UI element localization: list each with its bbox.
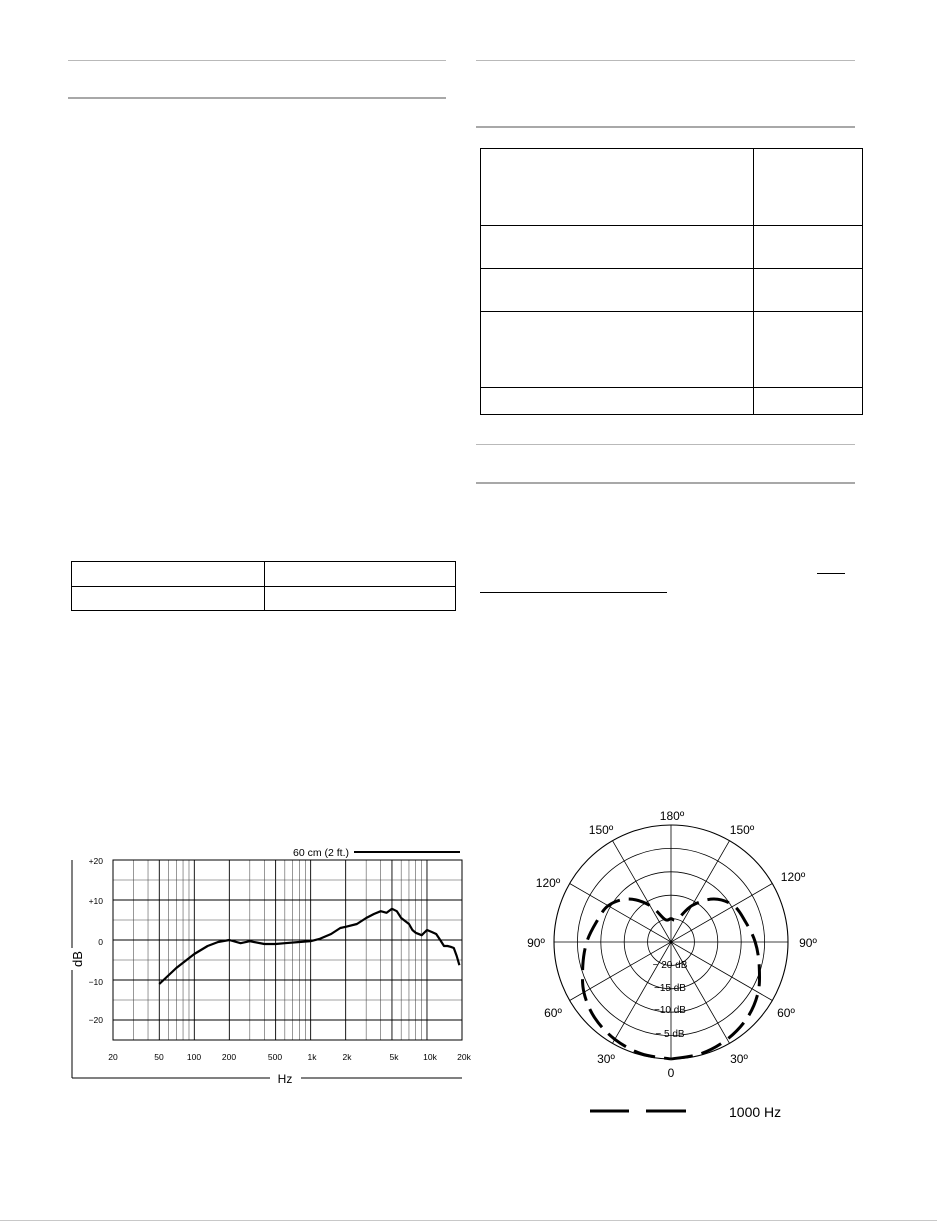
polar-ring-label: − 5 dB bbox=[655, 1029, 685, 1040]
fr-frame bbox=[72, 860, 462, 1078]
fr-xtick: 200 bbox=[221, 1052, 237, 1062]
fr-plot-frame bbox=[113, 860, 462, 1040]
fr-ytick: +20 bbox=[88, 856, 103, 866]
polar-angle-label: 30º bbox=[597, 1052, 615, 1066]
polar-ring-label: −10 dB bbox=[654, 1005, 686, 1016]
page-bottom-rule bbox=[0, 1220, 937, 1221]
fr-xtick: 20 bbox=[108, 1052, 118, 1062]
fr-ytick: −20 bbox=[88, 1015, 103, 1025]
fr-xtick: 100 bbox=[186, 1052, 202, 1062]
fr-xtick: 2k bbox=[342, 1052, 352, 1062]
polar-angle-label: 0 bbox=[667, 1066, 675, 1080]
fr-grid bbox=[113, 860, 462, 1040]
fr-ytick: +10 bbox=[88, 896, 103, 906]
polar-legend-label: 1000 Hz bbox=[729, 1104, 782, 1120]
polar-angle-label: 120º bbox=[780, 870, 806, 884]
fr-ytick: −10 bbox=[88, 977, 103, 987]
fr-xtick: 20k bbox=[457, 1052, 471, 1062]
fr-xtick: 5k bbox=[389, 1052, 399, 1062]
fr-legend-label: 60 cm (2 ft.) bbox=[292, 847, 349, 859]
polar-ring-label: −15 dB bbox=[654, 983, 686, 994]
fr-xtick: 1k bbox=[307, 1052, 317, 1062]
polar-angle-label: 60º bbox=[544, 1006, 562, 1020]
polar-angle-label: 150º bbox=[729, 823, 755, 837]
polar-grid bbox=[554, 825, 788, 1059]
polar-angle-label: 30º bbox=[730, 1052, 748, 1066]
polar-angle-label: 90º bbox=[799, 936, 817, 950]
polar-angle-label: 120º bbox=[535, 876, 561, 890]
fr-xtick: 500 bbox=[267, 1052, 283, 1062]
polar-angle-label: 60º bbox=[777, 1006, 795, 1020]
polar-angle-label: 90º bbox=[527, 936, 545, 950]
fr-xtick: 10k bbox=[423, 1052, 437, 1062]
polar-ring-label: − 20 dB bbox=[652, 960, 688, 971]
polar-angle-label: 150º bbox=[588, 823, 614, 837]
fr-xlabel: Hz bbox=[277, 1072, 293, 1086]
polar-angle-label: 180º bbox=[659, 809, 685, 823]
fr-xtick: 50 bbox=[154, 1052, 164, 1062]
fr-ytick: 0 bbox=[98, 937, 103, 947]
fr-ylabel: dB bbox=[70, 951, 85, 967]
